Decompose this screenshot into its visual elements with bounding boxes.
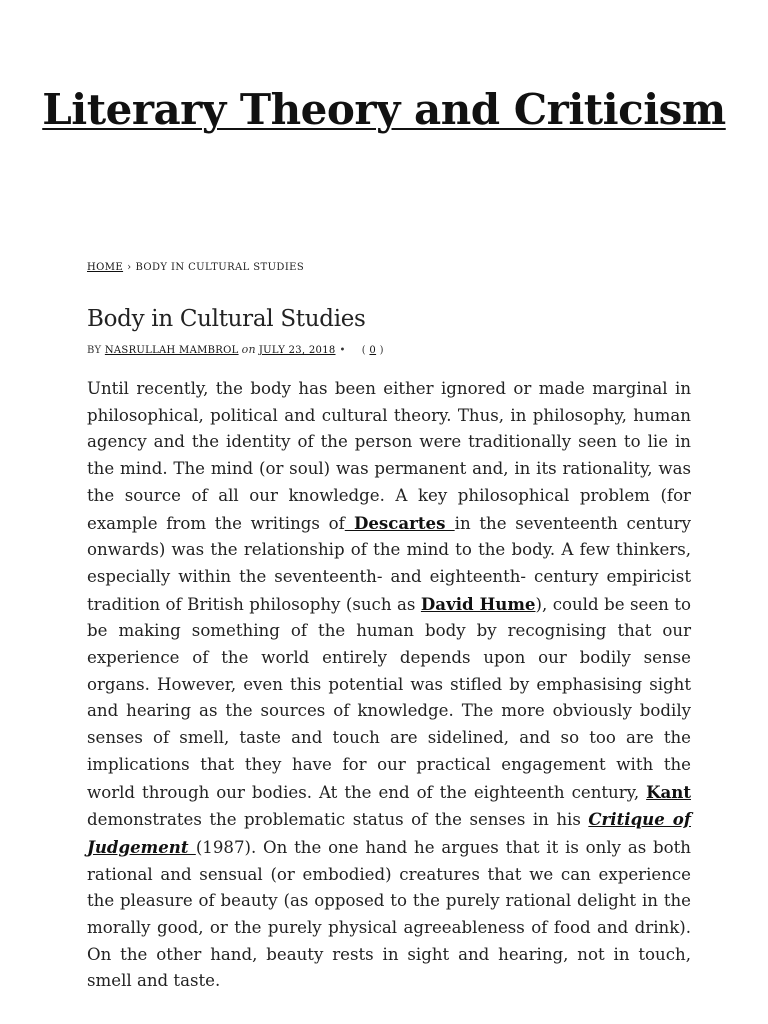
- site-title: [0, 82, 768, 138]
- post-date-link[interactable]: JULY 23, 2018: [258, 345, 336, 356]
- breadcrumb-home-link[interactable]: HOME: [87, 262, 124, 273]
- author-link[interactable]: NASRULLAH MAMBROL: [104, 345, 239, 356]
- breadcrumb: [87, 262, 304, 273]
- meta-on-label: on: [241, 343, 256, 356]
- article-body: [87, 376, 691, 995]
- meta-by-label: BY: [87, 345, 102, 356]
- body-text-segment: demonstrates the problematic status of the senses in his: [87, 810, 589, 830]
- comments-count-link[interactable]: 0: [369, 345, 377, 356]
- breadcrumb-current: BODY IN CULTURAL STUDIES: [135, 262, 305, 273]
- comments-close-paren: ): [379, 345, 384, 356]
- body-text-segment: (1987). On the one hand he argues that it is only as both rational and sensual (or embodied) creatures that we can experience the pleasure of beauty (as opposed to the purely rational delight in the morally good, or the purely physical agreeableness of food and drink). On the other hand, beauty rests in sight and hearing, not in touch, smell and taste.: [87, 837, 691, 991]
- kant-link[interactable]: Kant: [646, 781, 691, 802]
- descartes-link[interactable]: Descartes: [344, 512, 455, 533]
- meta-bullet: •: [339, 345, 346, 356]
- body-text-segment: in the seventeenth century onwards) was the relationship of the mind to the body. A few thinkers, especially within the seventeenth- and eighteenth- century empiricist tradition of British philosophy (such as: [87, 513, 691, 614]
- post-meta: [87, 343, 384, 356]
- comments-open-paren: (: [361, 345, 366, 356]
- body-text-segment: Until recently, the body has been either ignored or made marginal in philosophical, political and cultural theory. Thus, in philosophy, human agency and the identity of the person were traditionally seen to lie in the mind. The mind (or soul) was permanent and, in its rationality, was the source of all our knowledge. A key philosophical problem (for example from the writings of: [87, 379, 691, 533]
- breadcrumb-separator: ›: [127, 262, 132, 273]
- critique-of-judgement-link[interactable]: Critique of Judgement: [87, 809, 691, 857]
- david-hume-link[interactable]: David Hume: [420, 593, 536, 614]
- site-title-link[interactable]: Literary Theory and Criticism: [42, 85, 726, 134]
- body-text-segment: ), could be seen to be making something of the human body by recognising that our experience of the world entirely depends upon our bodily sense organs. However, even this potential was stifled by emphasising sight and hearing as the sources of knowledge. The more obviously bodily senses of smell, taste and touch are sidelined, and so too are the implications that they have for our practical engagement with the world through our bodies. At the end of the eighteenth century,: [87, 594, 692, 802]
- post-title: Body in Cultural Studies: [87, 306, 366, 332]
